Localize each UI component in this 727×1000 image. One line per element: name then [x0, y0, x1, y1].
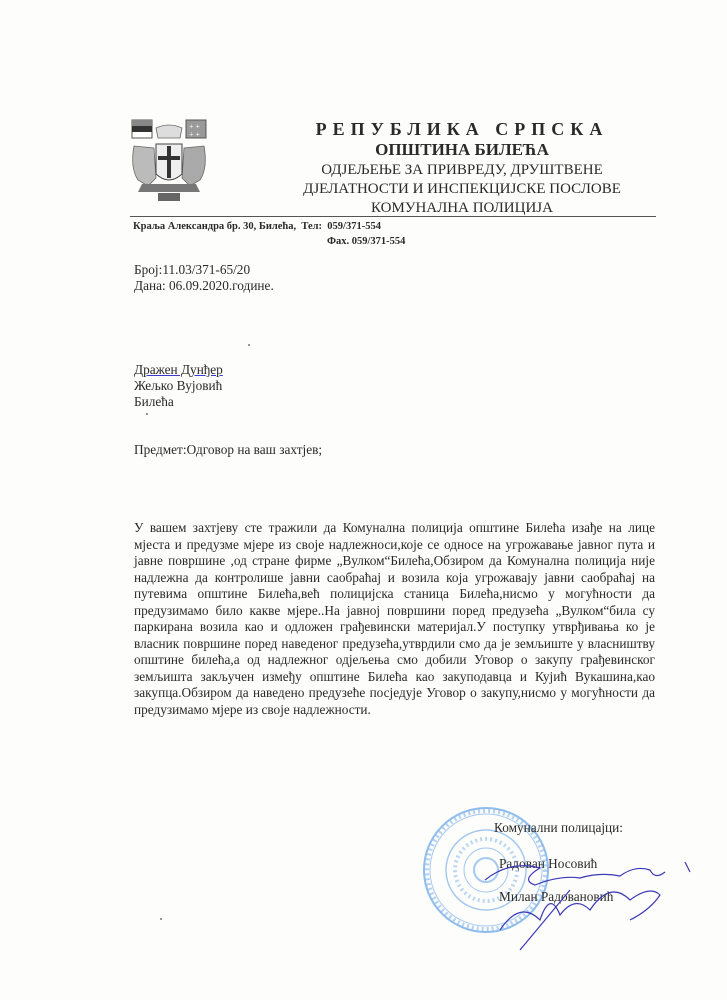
- signatories-title: Комунални полицајци:: [494, 820, 623, 835]
- svg-text:+ +: + +: [189, 122, 201, 131]
- svg-text:+ +: + +: [189, 130, 201, 139]
- signatory-2: Милан Радовановић: [499, 889, 614, 904]
- letter-body: У вашем захтјеву сте тражили да Комунална полиција општине Билећа изађе на лице мјеста и предузме мјере из своје надлежноси,које се односе на угрожавање јавног пута и јавне површине ,од стране фирме „Вулком“Билећа,Обзиром да Комунална полиција није надлежна да контролише јавни саобраћај и возила која угрожавају јавни саобраћај на путевима општине Билећа,већ полицијска станица Билећа,нисмо у могућности да предузимамо било какве мјере..На јавној површини поред предузећа „Вулком“била су паркирана возила као и одложен грађевински материјал.У поступку утврђивања ко је власник површине поред наведеног предузећа,утврдили смо да је земљиште у власништву општине билећа,а од надлежног одјељења смо добили Уговор о закупу грађевинског земљишта закључен између општине Билећа као закуподавца и Кујић Вукашина,као закупца.Обзиром да наведено предузеће посједује Уговор о закупу,нисмо у могућности да предузимамо мјере из своје надлежности.: [134, 520, 655, 717]
- handwritten-signature-icon: [480, 850, 710, 960]
- address-line: Краља Александра бр. 30, Билећа, Тел: 059/371-554: [133, 221, 381, 232]
- department-line-3: КОМУНАЛНА ПОЛИЦИЈА: [371, 200, 553, 216]
- subject-line: Предмет:Одговор на ваш захтјев;: [134, 442, 323, 457]
- department-line-1: ОДЈЕЉЕЊЕ ЗА ПРИВРЕДУ, ДРУШТВЕНЕ: [321, 162, 603, 178]
- scan-speck: [160, 918, 162, 920]
- document-date: Дана: 06.09.2020.године.: [134, 278, 274, 293]
- recipient-1: Дражен Дунђер: [134, 362, 223, 377]
- republic-title: РЕПУБЛИКА СРПСКА: [315, 119, 609, 139]
- fax-line: Фах. 059/371-554: [327, 236, 406, 247]
- header-divider: [130, 216, 656, 217]
- scan-speck: [248, 344, 250, 346]
- municipality-title: ОПШТИНА БИЛЕЋА: [375, 140, 549, 159]
- signatory-1: Радован Носовић: [499, 856, 598, 871]
- coat-of-arms-icon: [128, 118, 210, 204]
- scan-speck: [146, 413, 148, 415]
- recipient-city: Билећа: [134, 394, 174, 409]
- reference-number: Број:11.03/371-65/20: [134, 262, 251, 277]
- department-line-2: ДЈЕЛАТНОСТИ И ИНСПЕКЦИЈСКЕ ПОСЛОВЕ: [303, 181, 621, 197]
- recipient-2: Жељко Вујовић: [134, 378, 223, 393]
